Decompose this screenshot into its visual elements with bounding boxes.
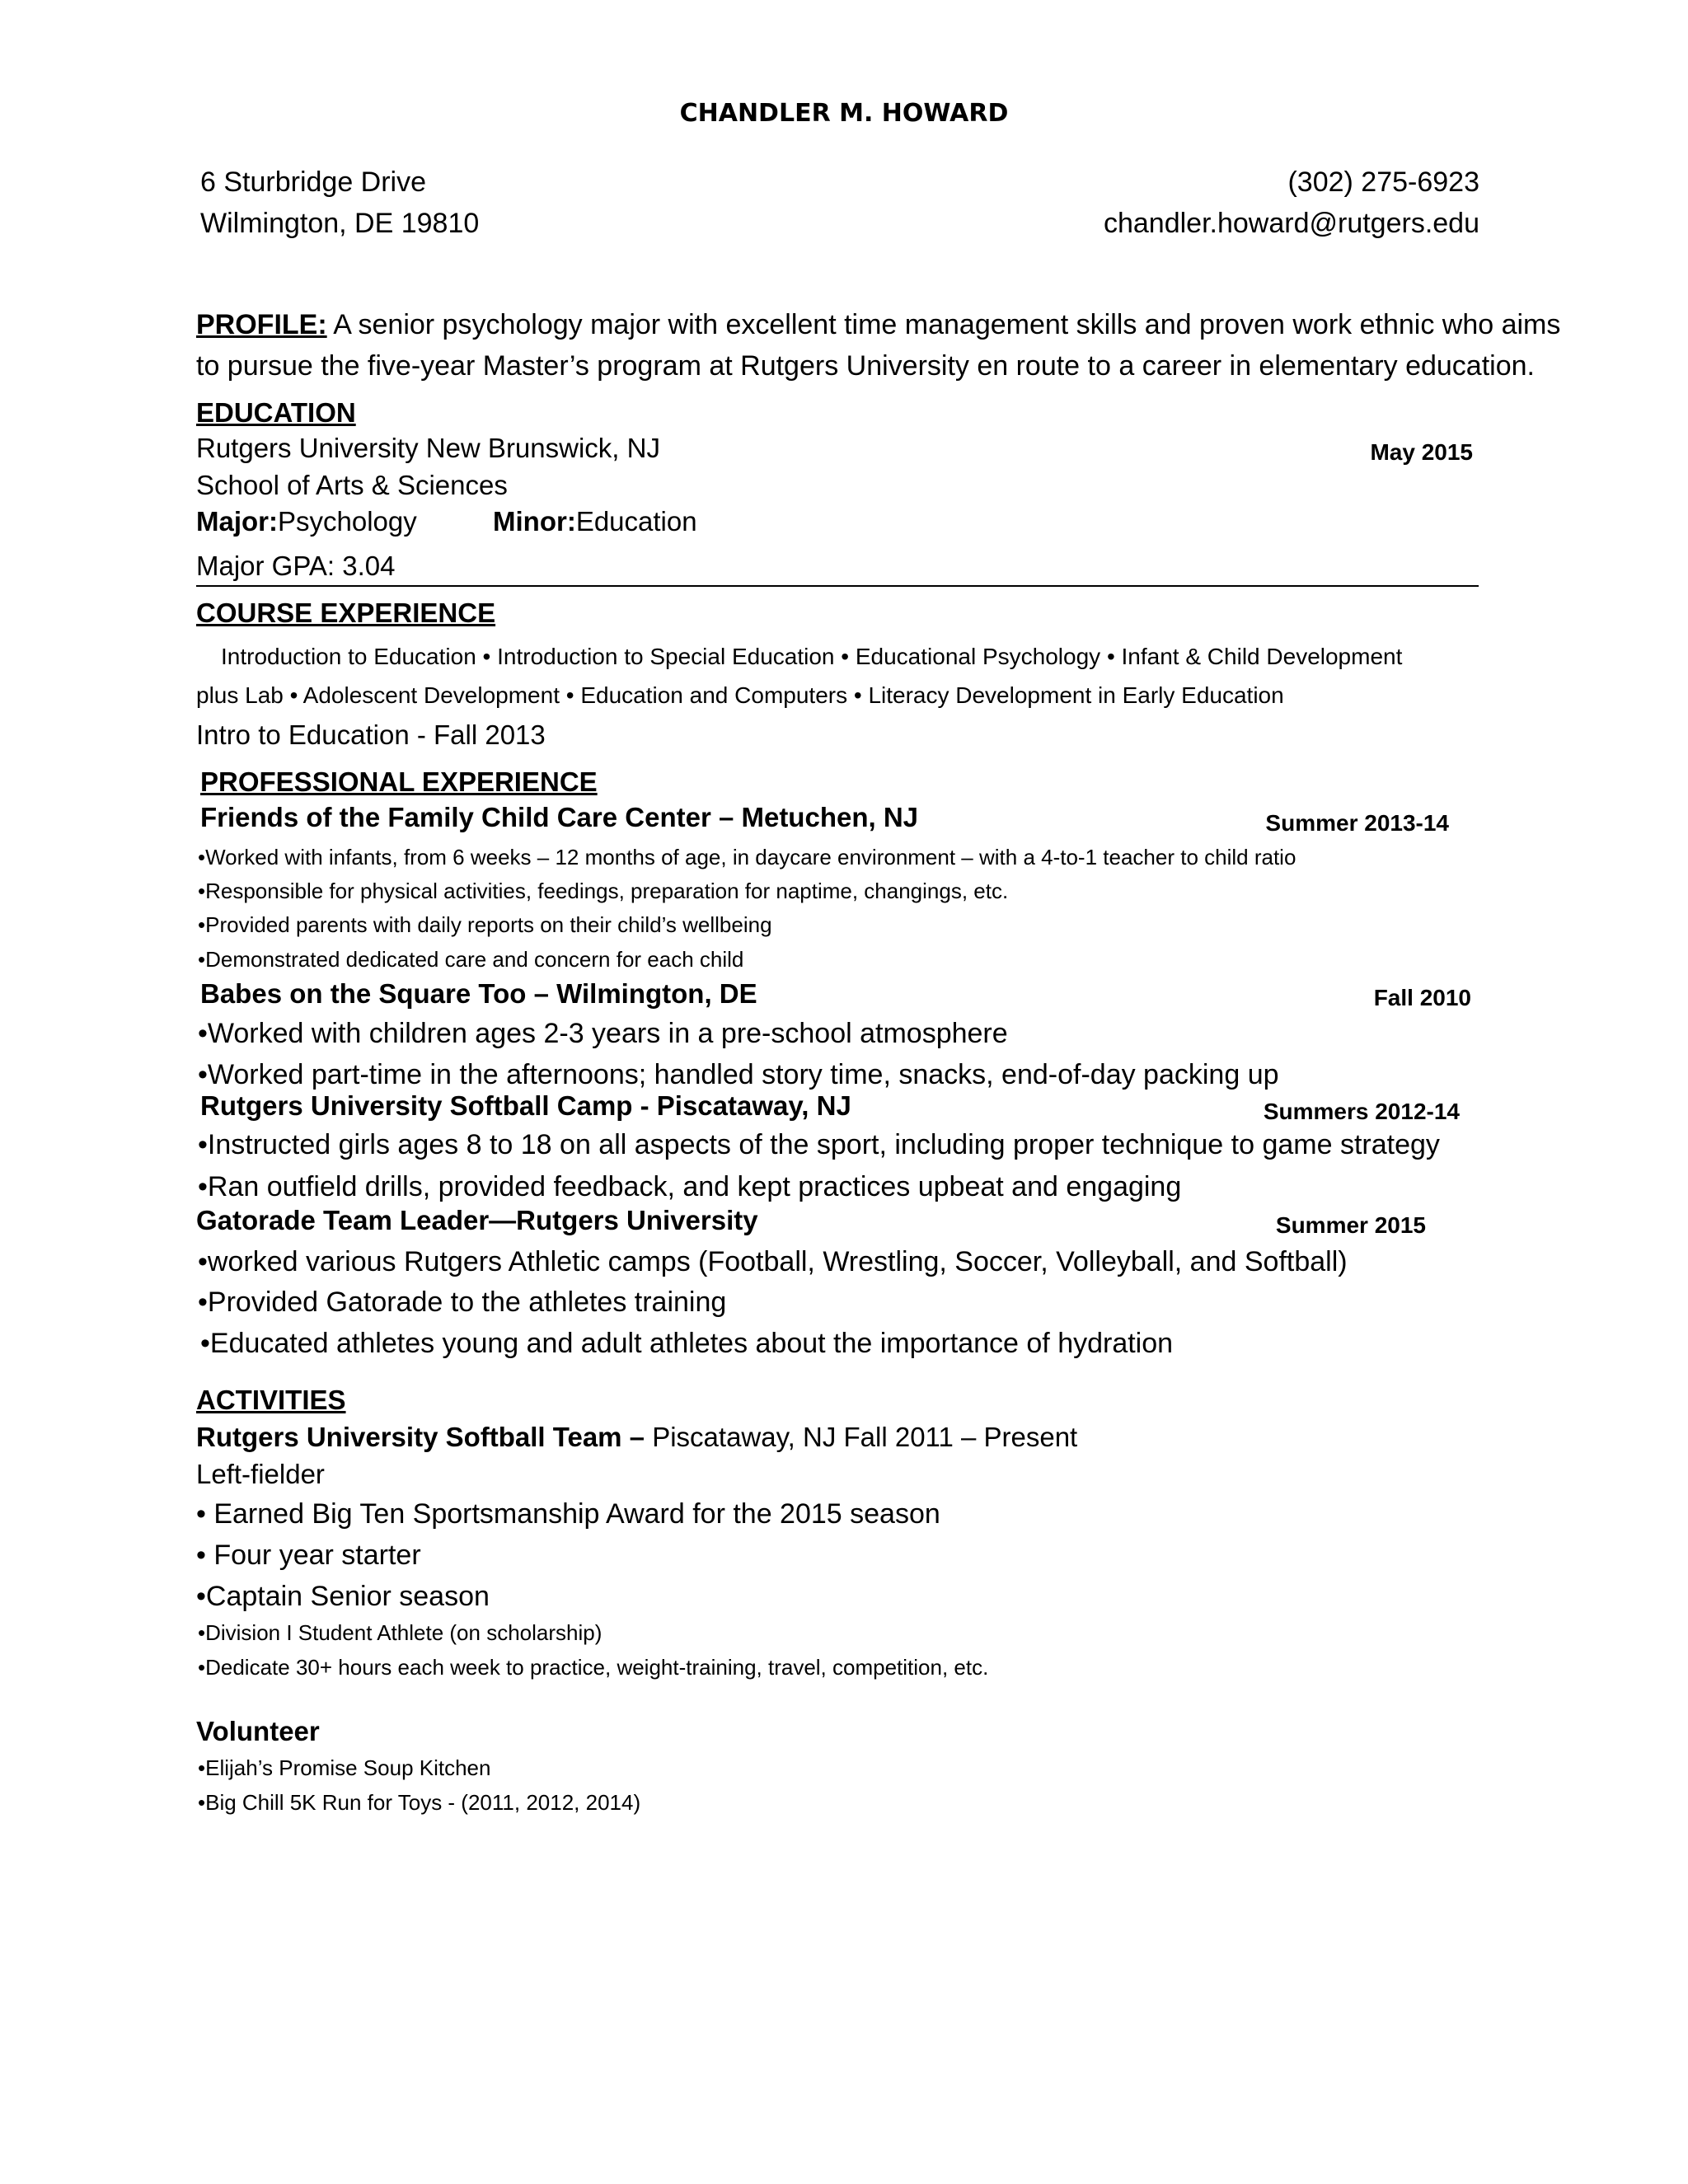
activities-position: Left-fielder: [196, 1459, 325, 1489]
job-bullet: •Provided parents with daily reports on their child’s wellbeing: [198, 912, 772, 937]
address-line-2: Wilmington, DE 19810: [200, 208, 480, 239]
job-date: Summer 2015: [1275, 1212, 1426, 1238]
experience-heading: PROFESSIONAL EXPERIENCE: [200, 766, 598, 797]
job-bullet: •worked various Rutgers Athletic camps (Football, Wrestling, Soccer, Volleyball, and Softball): [198, 1246, 1348, 1277]
phone-number: (302) 275-6923: [1287, 166, 1479, 198]
courses-line-3: Intro to Education - Fall 2013: [196, 719, 546, 750]
volunteer-heading: Volunteer: [196, 1716, 320, 1746]
job-bullet: •Provided Gatorade to the athletes training: [198, 1286, 727, 1318]
job-bullet: •Responsible for physical activities, feedings, preparation for naptime, changings, etc.: [198, 879, 1009, 903]
profile-label: PROFILE:: [196, 309, 327, 340]
education-heading: EDUCATION: [196, 397, 356, 428]
major-label: Major:: [196, 506, 278, 537]
job-bullet: •Worked part-time in the afternoons; handled story time, snacks, end-of-day packing up: [198, 1059, 1279, 1090]
job-bullet: •Educated athletes young and adult athletes about the importance of hydration: [200, 1328, 1174, 1359]
email-address: chandler.howard@rutgers.edu: [1103, 208, 1479, 239]
section-divider: [196, 585, 1479, 587]
job-bullet: •Ran outfield drills, provided feedback, and kept practices upbeat and engaging: [198, 1171, 1182, 1202]
minor-label: Minor:: [493, 506, 576, 537]
activities-team-name: Rutgers University Softball Team –: [196, 1422, 645, 1452]
activities-heading: ACTIVITIES: [196, 1385, 346, 1415]
education-college: School of Arts & Sciences: [196, 470, 508, 500]
courses-line-1: Introduction to Education • Introduction to Special Education • Educational Psychology • Infant & Child Development: [221, 644, 1403, 669]
job-date: Summer 2013-14: [1265, 810, 1449, 836]
profile-line-1: [196, 309, 1560, 341]
activities-bullet: •Dedicate 30+ hours each week to practice, weight-training, travel, competition, etc.: [198, 1655, 989, 1680]
education-date: May 2015: [1370, 439, 1473, 465]
profile-text-2: to pursue the five-year Master’s program at Rutgers University en route to a career in elementary education.: [196, 350, 1535, 382]
job-title: Babes on the Square Too – Wilmington, DE: [200, 978, 757, 1009]
activities-bullet: • Earned Big Ten Sportsmanship Award for the 2015 season: [196, 1498, 940, 1530]
resume-name: CHANDLER M. HOWARD: [679, 99, 1009, 128]
job-bullet: •Worked with children ages 2-3 years in a pre-school atmosphere: [198, 1018, 1008, 1049]
job-title: Friends of the Family Child Care Center – Metuchen, NJ: [200, 802, 919, 832]
activities-bullet: •Division I Student Athlete (on scholarship): [198, 1620, 603, 1645]
major-value: Psychology: [278, 506, 417, 537]
activities-bullet: • Four year starter: [196, 1540, 421, 1571]
education-gpa: Major GPA: 3.04: [196, 551, 396, 581]
job-title: Rutgers University Softball Camp - Piscataway, NJ: [200, 1090, 851, 1121]
education-major: [196, 506, 417, 537]
address-line-1: 6 Sturbridge Drive: [200, 166, 427, 198]
job-bullet: •Instructed girls ages 8 to 18 on all aspects of the sport, including proper technique to game strategy: [198, 1129, 1440, 1160]
job-bullet: •Worked with infants, from 6 weeks – 12 months of age, in daycare environment – with a 4-to-1 teacher to child ratio: [198, 845, 1296, 869]
education-minor: [493, 506, 697, 537]
activities-team: [196, 1422, 1077, 1453]
job-bullet: •Demonstrated dedicated care and concern for each child: [198, 947, 744, 972]
courses-line-2: plus Lab • Adolescent Development • Education and Computers • Literacy Development in Early Education: [196, 682, 1284, 708]
activities-bullet: •Captain Senior season: [196, 1581, 490, 1612]
volunteer-item: •Elijah’s Promise Soup Kitchen: [198, 1755, 491, 1780]
courses-heading: COURSE EXPERIENCE: [196, 598, 496, 628]
volunteer-item: •Big Chill 5K Run for Toys - (2011, 2012, 2014): [198, 1790, 641, 1815]
minor-value: Education: [575, 506, 697, 537]
job-date: Summers 2012-14: [1263, 1099, 1460, 1124]
profile-text-1: A senior psychology major with excellent time management skills and proven work ethnic who aims: [333, 309, 1561, 340]
education-school: Rutgers University New Brunswick, NJ: [196, 433, 660, 463]
job-date: Fall 2010: [1373, 985, 1471, 1010]
job-title: Gatorade Team Leader—Rutgers University: [196, 1205, 758, 1235]
activities-team-details: Piscataway, NJ Fall 2011 – Present: [645, 1422, 1078, 1452]
